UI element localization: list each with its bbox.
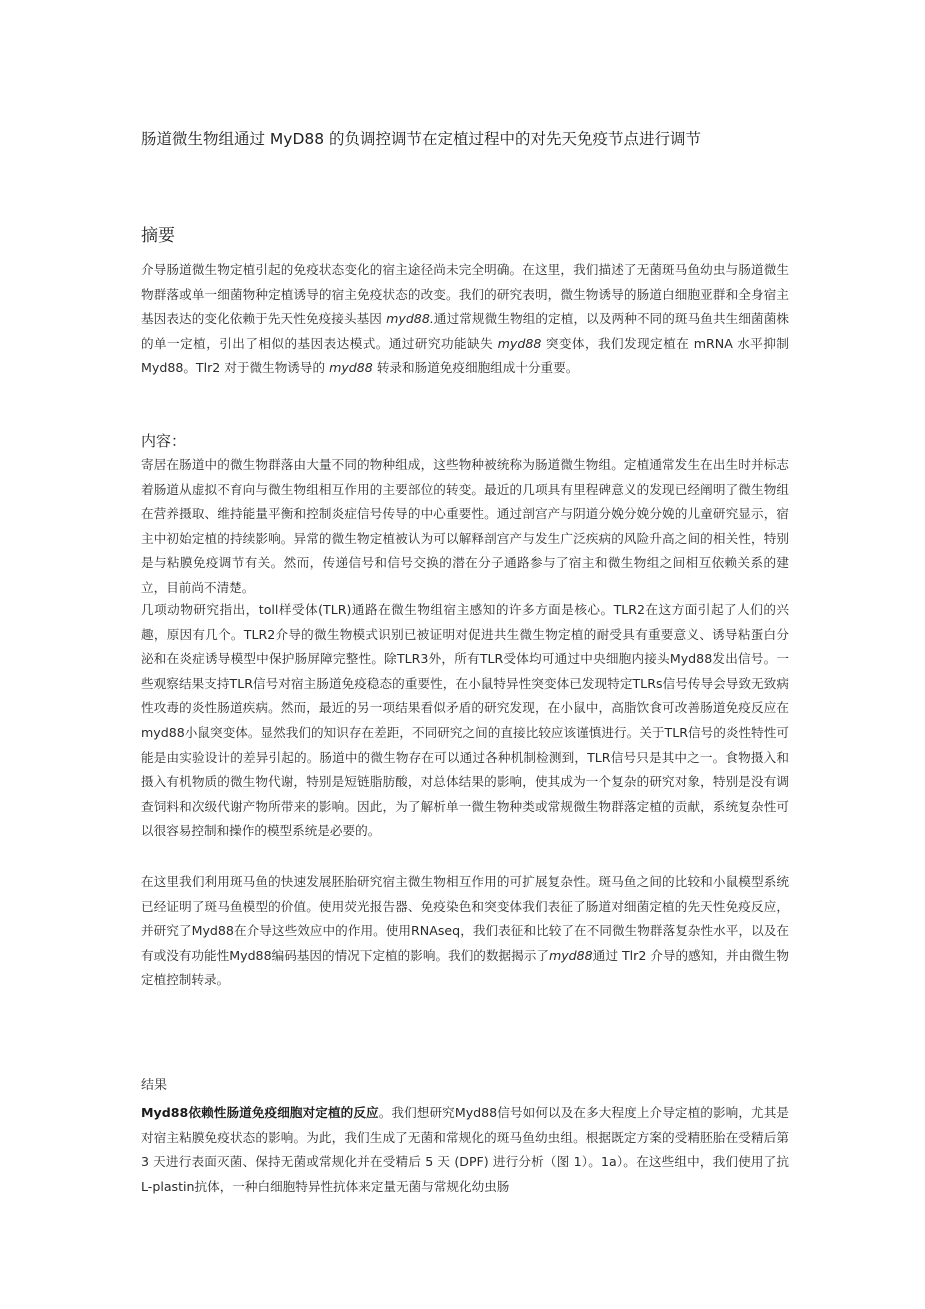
abstract-text-3: 突变体，我们发现定植在 mRNA 水平抑制 Myd88。Tlr2 对于微生物诱导的: [141, 335, 789, 376]
gene-name-myd88: myd88: [548, 947, 593, 963]
gene-name-myd88: myd88: [497, 335, 542, 351]
gene-name-myd88: myd88: [329, 360, 373, 376]
intro-paragraph-3: [141, 870, 789, 993]
gene-name-myd88: myd88.: [386, 311, 434, 327]
intro3-text-1: 在这里我们利用斑马鱼的快速发展胚胎研究宿主微生物相互作用的可扩展复杂性。斑马鱼之间的比较和小鼠模型系统已经证明了斑马鱼模型的价值。使用荧光报告器、免疫染色和突变体我们表征了肠道对细菌定植的先天性免疫反应，并研究了Myd88在介导这些效应中的作用。使用RNAseq，我们表征和比较了在不同微生物群落复杂性水平，以及在有或没有功能性Myd88编码基因的情况下定植的影响。我们的数据揭示了: [141, 874, 789, 963]
abstract-text-1: 介导肠道微生物定植引起的免疫状态变化的宿主途径尚未完全明确。在这里，我们描述了无菌斑马鱼幼虫与肠道微生物群落或单一细菌物种定植诱导的宿主免疫状态的改变。我们的研究表明，微生物诱导的肠道白细胞亚群和全身宿主基因表达的变化依赖于先天性免疫接头基因: [141, 262, 789, 327]
paper-title: 肠道微生物组通过 MyD88 的负调控调节在定植过程中的对先天免疫节点进行调节: [141, 130, 702, 148]
content-heading: 内容：: [141, 432, 187, 450]
abstract-text-2: 通过常规微生物组的定植，以及两种不同的斑马鱼共生细菌菌株的单一定植，引出了相似的基因表达模式。通过研究功能缺失: [141, 311, 789, 351]
abstract-text-4: 转录和肠道免疫细胞组成十分重要。: [372, 360, 579, 376]
abstract-heading: 摘要: [141, 226, 175, 246]
results-heading: 结果: [141, 1078, 168, 1093]
intro3-text-2: 通过 Tlr2 介导的感知，并由微生物定植控制转录。: [141, 947, 790, 988]
intro-paragraph-1: 寄居在肠道中的微生物群落由大量不同的物种组成，这些物种被统称为肠道微生物组。定植通常发生在出生时并标志着肠道从虚拟不育向与微生物组相互作用的主要部位的转变。最近的几项具有里程碑意义的发现已经阐明了微生物组在营养摄取、维持能量平衡和控制炎症信号传导的中心重要性。通过剖宫产与阴道分娩分娩分娩的儿童研究显示，宿主中初始定植的持续影响。异常的微生物定植被认为可以解释剖宫产与发生广泛疾病的风险升高之间的相关性，特别是与粘膜免疫调节有关。然而，传递信号和信号交换的潜在分子通路参与了宿主和微生物组之间相互依赖关系的建立，目前尚不清楚。: [141, 457, 789, 595]
results-body-text: 。我们想研究Myd88信号如何以及在多大程度上介导定植的影响，尤其是对宿主粘膜免疫状态的影响。为此，我们生成了无菌和常规化的斑马鱼幼虫组。根据既定方案的受精胚胎在受精后第 3 天进行表面灭菌、保持无菌或常规化并在受精后 5 天 (DPF) 进行分析（图 1）。1a）。在这些组中，我们使用了抗L-plastin抗体，一种白细胞特异性抗体来定量无菌与常规化幼虫肠: [141, 1105, 789, 1194]
results-lead-title: Myd88依赖性肠道免疫细胞对定植的反应: [141, 1105, 379, 1120]
abstract-paragraph: [141, 258, 789, 381]
intro-paragraph-2: 几项动物研究指出，toll样受体(TLR)通路在微生物组宿主感知的许多方面是核心。TLR2在这方面引起了人们的兴趣，原因有几个。TLR2介导的微生物模式识别已被证明对促进共生微生物定植的耐受具有重要意义、诱导粘蛋白分泌和在炎症诱导模型中保护肠屏障完整性。除TLR3外，所有TLR受体均可通过中央细胞内接头Myd88发出信号。一些观察结果支持TLR信号对宿主肠道免疫稳态的重要性，在小鼠特异性突变体已发现特定TLRs信号传导会导致无致病性攻毒的炎性肠道疾病。然而，最近的另一项结果看似矛盾的研究发现，在小鼠中，高脂饮食可改善肠道免疫反应在myd88小鼠突变体。显然我们的知识存在差距，不同研究之间的直接比较应该谨慎进行。关于TLR信号的炎性特性可能是由实验设计的差异引起的。肠道中的微生物存在可以通过各种机制检测到，TLR信号只是其中之一。食物摄入和摄入有机物质的微生物代谢，特别是短链脂肪酸，对总体结果的影响，使其成为一个复杂的研究对象，特别是没有调查饲料和次级代谢产物所带来的影响。因此，为了解析单一微生物种类或常规微生物群落定植的贡献，系统复杂性可以很容易控制和操作的模型系统是必要的。: [141, 602, 789, 839]
results-paragraph: [141, 1101, 789, 1199]
